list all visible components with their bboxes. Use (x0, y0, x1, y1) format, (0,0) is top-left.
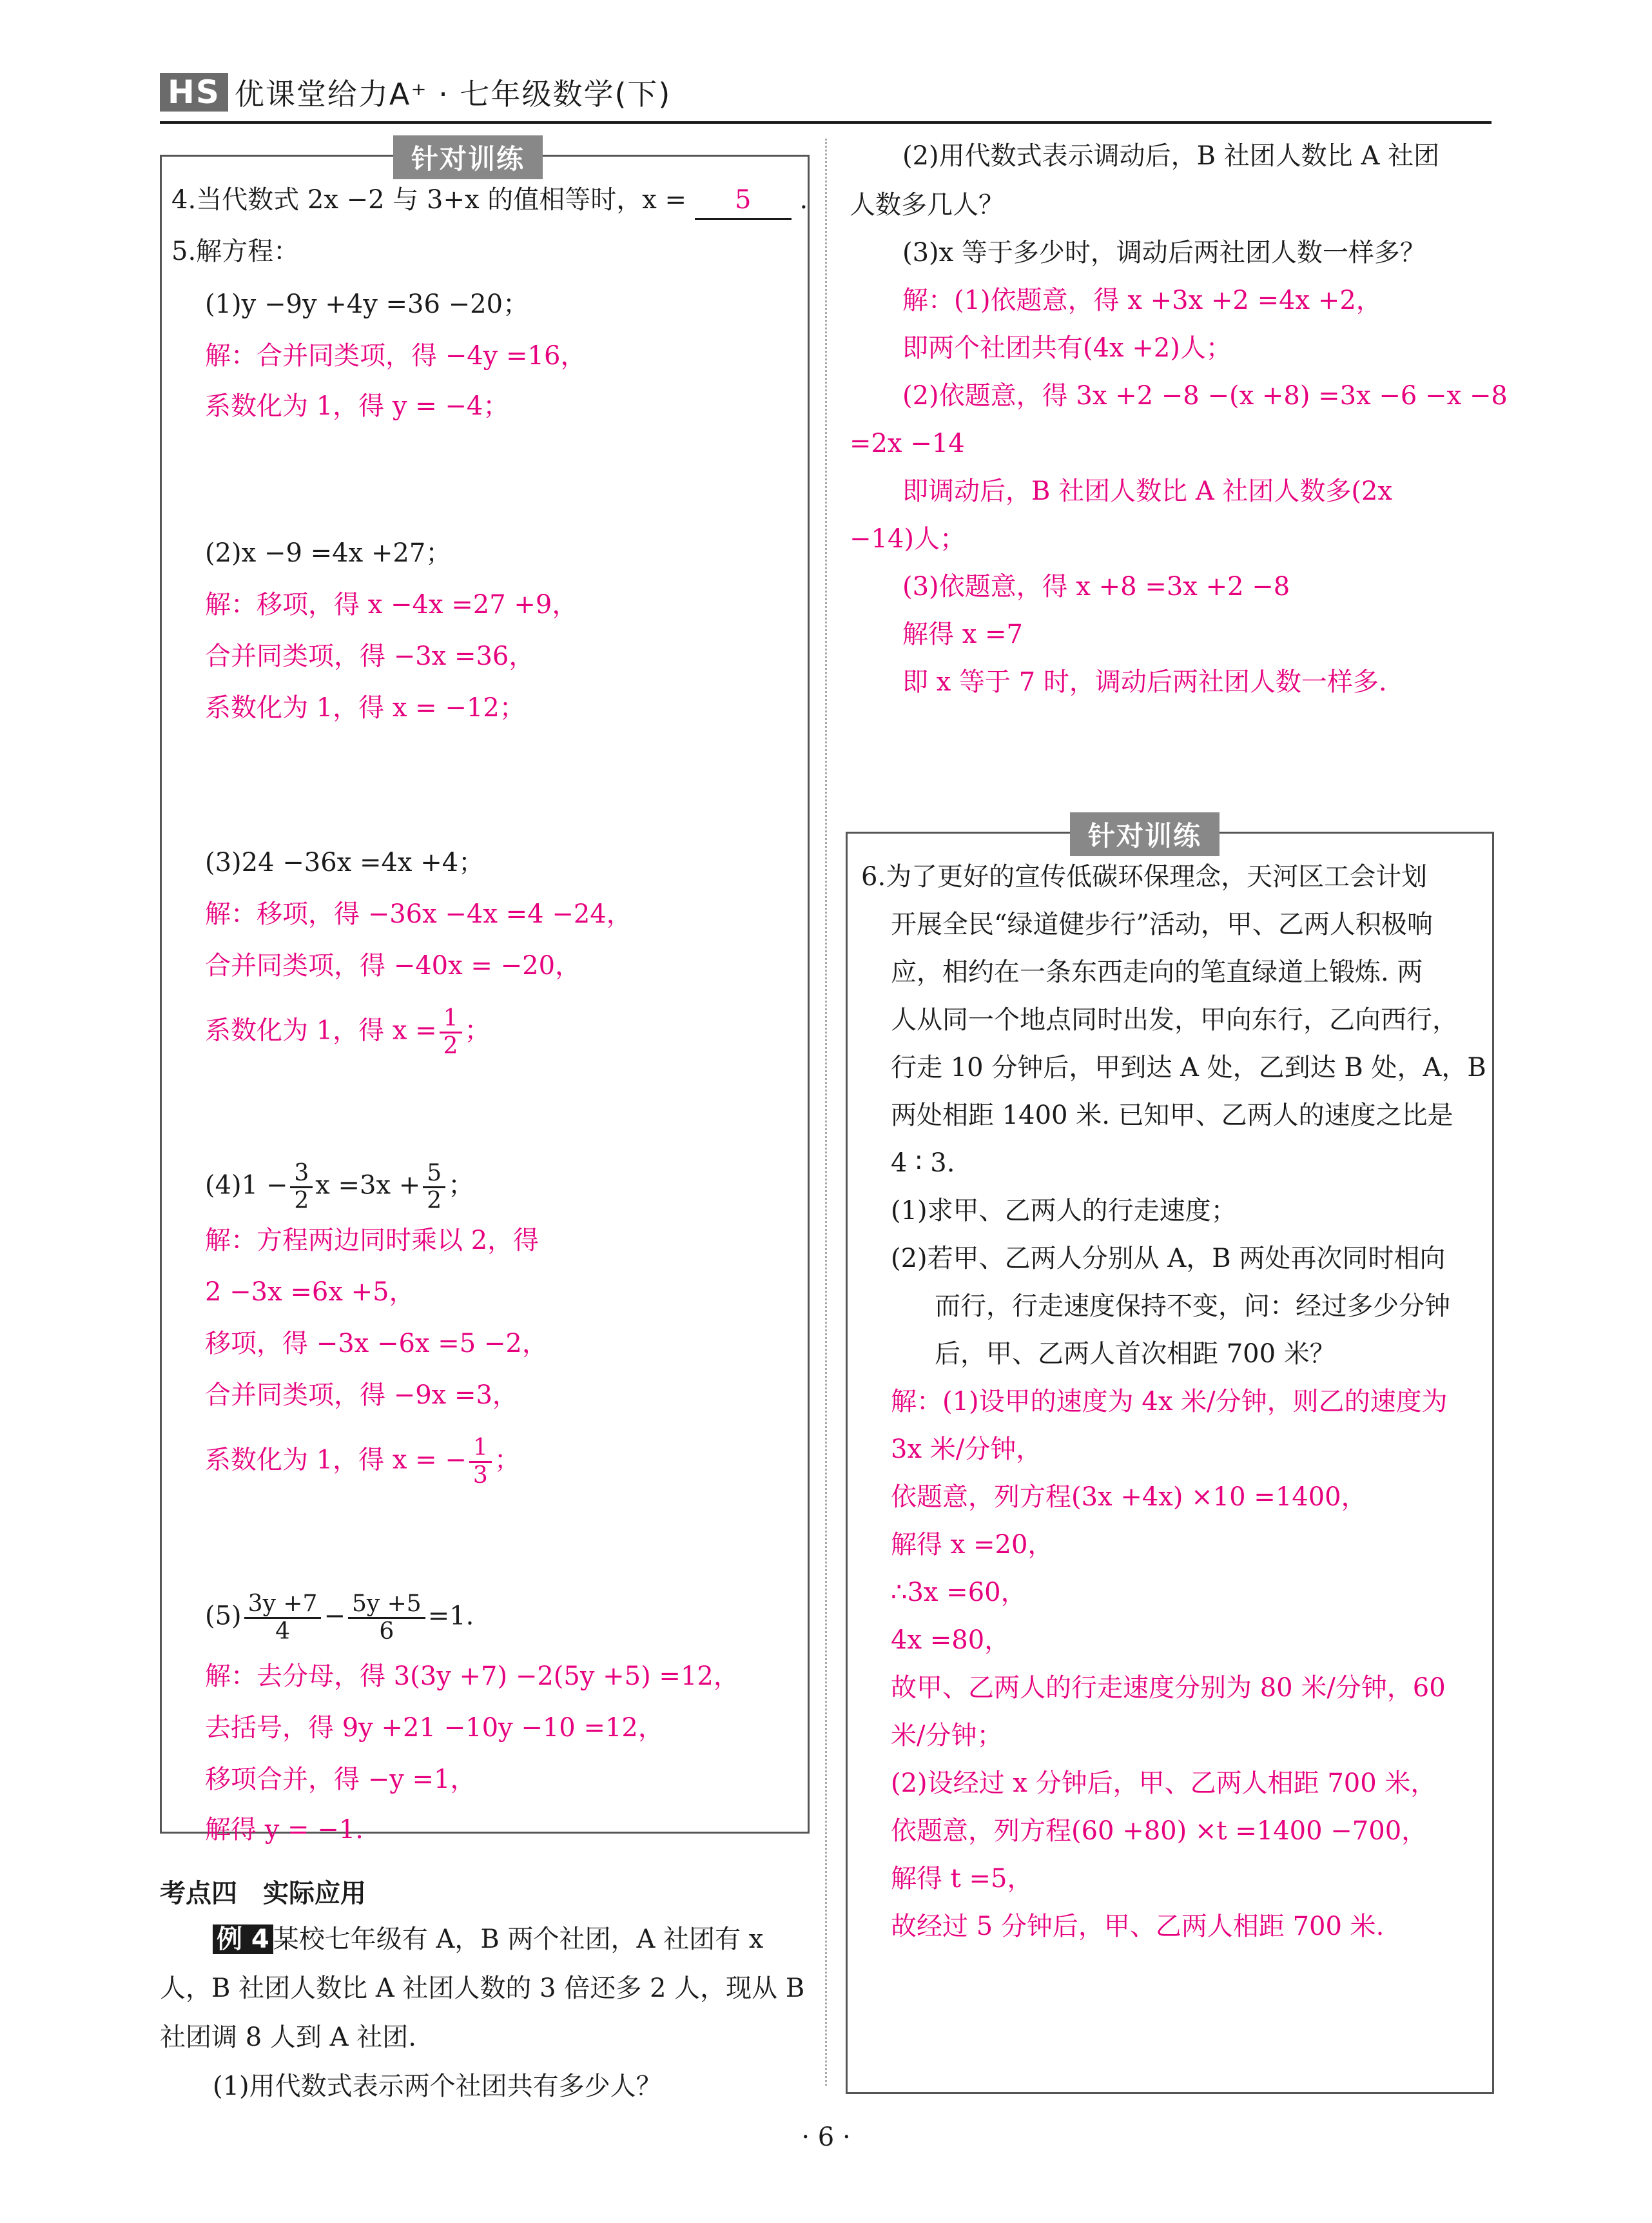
section-title: 考点四 实际应用 (160, 1879, 366, 1908)
page-number: · 6 · (801, 2122, 851, 2152)
q6-answer-3: 依题意，列方程(3x +4x) ×10 =1400， (891, 1482, 1367, 1512)
q6-answer-12: 故经过 5 分钟后，甲、乙两人相距 700 米. (891, 1912, 1385, 1941)
q6-answer-2: 3x 米/分钟， (891, 1435, 1042, 1464)
fraction: $\frac{5}{2}$ (423, 1160, 445, 1214)
example-answer-1: 解：(1)依题意，得 x +3x +2 =4x +2， (902, 286, 1382, 315)
example-4-question-3: (3)x 等于多少时，调动后两社团人数一样多？ (902, 238, 1426, 268)
hs-logo: HS (160, 73, 228, 112)
page-header (160, 70, 671, 115)
p1-question: (1)y −9y +4y =36 −20； (205, 289, 529, 319)
p3-question: (3)24 −36x =4x +4； (205, 848, 485, 877)
example-answer-9: 即 x 等于 7 时，调动后两社团人数一样多. (902, 667, 1387, 697)
fraction: $\frac{3}{2}$ (290, 1160, 313, 1214)
example-answer-2: 即两个社团共有(4x +2)人； (902, 333, 1232, 363)
q6-answer-6: 4x =80， (891, 1625, 1011, 1655)
q6-answer-7: 故甲、乙两人的行走速度分别为 80 米/分钟，60 (891, 1673, 1446, 1703)
q6-answer-4: 解得 x =20， (891, 1530, 1054, 1560)
example-4-line-1: 例 4 某校七年级有 A，B 两个社团，A 社团有 x (213, 1921, 763, 1957)
p5-answer-2: 去括号，得 9y +21 −10y −10 =12， (205, 1713, 664, 1743)
p2-answer-3: 系数化为 1，得 x = −12； (205, 693, 525, 723)
example-answer-8: 解得 x =7 (902, 620, 1023, 649)
practice-tab-left: 针对训练 (393, 135, 543, 179)
q6-line-2: 开展全民“绿道健步行”活动，甲、乙两人积极响 (891, 910, 1433, 939)
p4-question: (4)1 − $\frac{3}{2}$ x =3x + $\frac{5}{2}$ ； (205, 1160, 474, 1214)
p3-answer-3: 系数化为 1，得 x = $\frac{1}{2}$ ； (205, 1005, 491, 1059)
fraction: $\frac{1}{3}$ (469, 1435, 492, 1489)
q6-line-4: 人从同一个地点同时出发，甲向东行，乙向西行， (891, 1005, 1458, 1035)
p2-answer-2: 合并同类项，得 −3x =36， (205, 641, 535, 671)
p5-answer-3: 移项合并，得 −y =1， (205, 1765, 476, 1794)
q6-answer-1: 解：(1)设甲的速度为 4x 米/分钟，则乙的速度为 (891, 1387, 1448, 1416)
q6-line-7: 4 ∶ 3. (891, 1148, 955, 1178)
p5-question: (5) $\frac{3y +7}{4}$ − $\frac{5y +5}{6}$ =1. (205, 1591, 474, 1645)
example-tag: 例 4 (213, 1924, 273, 1954)
p5-answer-4: 解得 y = −1. (205, 1815, 364, 1845)
p1-answer-2: 系数化为 1，得 y = −4； (205, 391, 509, 421)
header-rule (160, 121, 1492, 124)
example-answer-4: =2x −14 (850, 429, 965, 458)
q6-answer-11: 解得 t =5， (891, 1864, 1033, 1894)
p4-answer-1: 解：方程两边同时乘以 2，得 (205, 1226, 539, 1255)
question-4: 4.当代数式 2x −2 与 3+x 的值相等时，x = 5 . (171, 182, 808, 220)
p4-answer-5: 系数化为 1，得 x = − $\frac{1}{3}$ ； (205, 1435, 520, 1489)
q6-answer-5: ∴3x =60， (891, 1578, 1027, 1607)
q6-line-1: 6.为了更好的宣传低碳环保理念，天河区工会计划 (861, 862, 1428, 892)
p3-answer-1: 解：移项，得 −36x −4x =4 −24， (205, 899, 632, 929)
p3-answer-2: 合并同类项，得 −40x = −20， (205, 951, 581, 981)
q6-answer-8: 米/分钟； (891, 1721, 1003, 1750)
q6-subquestion-2-line-1: (2)若甲、乙两人分别从 A，B 两处再次同时相向 (891, 1244, 1446, 1273)
q6-subquestion-1: (1)求甲、乙两人的行走速度； (891, 1196, 1237, 1226)
p2-question: (2)x −9 =4x +27； (205, 538, 452, 568)
practice-tab-right: 针对训练 (1070, 812, 1220, 856)
answer-blank: 5 (695, 182, 792, 220)
p4-answer-3: 移项，得 −3x −6x =5 −2， (205, 1329, 548, 1358)
example-answer-3: (2)依题意，得 3x +2 −8 −(x +8) =3x −6 −x −8 (902, 381, 1508, 411)
p4-answer-4: 合并同类项，得 −9x =3， (205, 1380, 518, 1410)
fraction: $\frac{5y +5}{6}$ (348, 1591, 425, 1645)
example-4-question-2-line-2: 人数多几人？ (850, 190, 1004, 220)
example-answer-5: 即调动后，B 社团人数比 A 社团人数多(2x (902, 476, 1393, 506)
example-4-line-3: 社团调 8 人到 A 社团. (160, 2022, 416, 2052)
question-5-title: 5.解方程： (171, 237, 300, 266)
q6-subquestion-2-line-3: 后，甲、乙两人首次相距 700 米？ (935, 1339, 1336, 1369)
q6-answer-10: 依题意，列方程(60 +80) ×t =1400 −700， (891, 1816, 1428, 1846)
p5-answer-1: 解：去分母，得 3(3y +7) −2(5y +5) =12， (205, 1661, 739, 1691)
q6-line-3: 应，相约在一条东西走向的笔直绿道上锻炼. 两 (891, 957, 1423, 987)
book-title: 优课堂给力A⁺ · 七年级数学(下) (234, 77, 672, 112)
q6-line-6: 两处相距 1400 米. 已知甲、乙两人的速度之比是 (891, 1101, 1453, 1130)
example-answer-7: (3)依题意，得 x +8 =3x +2 −8 (902, 572, 1290, 602)
example-4-line-2: 人，B 社团人数比 A 社团人数的 3 倍还多 2 人，现从 B (160, 1973, 805, 2003)
q6-answer-9: (2)设经过 x 分钟后，甲、乙两人相距 700 米， (891, 1768, 1437, 1798)
example-answer-6: −14)人； (850, 524, 966, 554)
fraction: $\frac{3y +7}{4}$ (244, 1591, 322, 1645)
example-4-question-2-line-1: (2)用代数式表示调动后，B 社团人数比 A 社团 (902, 141, 1440, 171)
column-divider (825, 139, 827, 2086)
p2-answer-1: 解：移项，得 x −4x =27 +9， (205, 590, 578, 620)
p1-answer-1: 解：合并同类项，得 −4y =16， (205, 341, 587, 371)
p4-answer-2: 2 −3x =6x +5， (205, 1277, 415, 1307)
q6-subquestion-2-line-2: 而行，行走速度保持不变，问：经过多少分钟 (935, 1291, 1450, 1321)
example-4-question-1: (1)用代数式表示两个社团共有多少人？ (213, 2071, 662, 2101)
q6-line-5: 行走 10 分钟后，甲到达 A 处，乙到达 B 处，A，B (891, 1053, 1486, 1082)
fraction: $\frac{1}{2}$ (440, 1006, 462, 1059)
